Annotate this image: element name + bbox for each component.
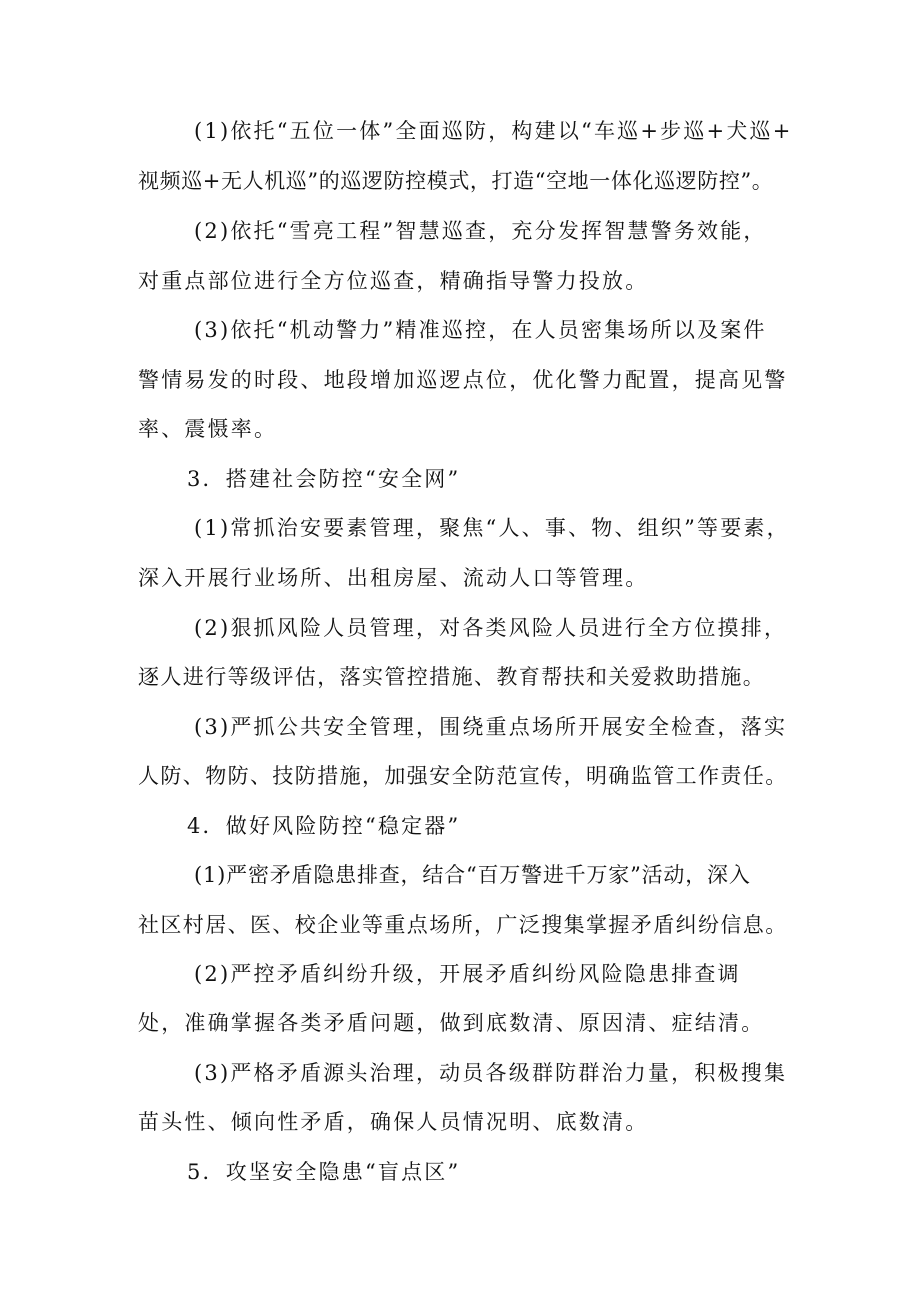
paragraph-line: 苗头性、倾向性矛盾，确保人员情况明、底数清。 [138,1110,649,1134]
section-heading: 5．攻坚安全隐患“盲点区” [187,1160,461,1184]
paragraph-line: (2)狠抓风险人员管理，对各类风险人员进行全方位摸排， [194,616,788,640]
paragraph-line: (1)常抓治安要素管理，聚焦“人、事、物、组织”等要素， [194,516,790,540]
section-heading: 4．做好风险防控“稳定器” [187,814,461,838]
paragraph-line: 对重点部位进行全方位巡查，精确指导警力投放。 [138,269,649,293]
paragraph-line: 逐人进行等级评估，落实管控措施、教育帮扶和关爱救助措施。 [138,665,766,689]
paragraph-line: 人防、物防、技防措施，加强安全防范宣传，明确监管工作责任。 [138,764,788,788]
paragraph-line: (3)严抓公共安全管理，围绕重点场所开展安全检查，落实 [194,715,788,739]
paragraph-line: 社区村居、医、校企业等重点场所，广泛搜集掌握矛盾纠纷信息。 [138,913,788,937]
paragraph-line: (3)严格矛盾源头治理，动员各级群防群治力量，积极搜集 [194,1061,788,1085]
paragraph-line: 处，准确掌握各类矛盾问题，做到底数清、原因清、症结清。 [138,1011,765,1035]
section-heading: 3．搭建社会防控“安全网” [187,467,461,491]
paragraph-line: (3)依托“机动警力”精准巡控，在人员密集场所以及案件 [194,318,767,342]
paragraph-line: 深入开展行业场所、出租房屋、流动人口等管理。 [138,566,649,590]
paragraph-line: 率、震慑率。 [138,417,278,441]
paragraph-line: 警情易发的时段、地段增加巡逻点位，优化警力配置，提高见警 [138,368,788,392]
paragraph-line: 视频巡+无人机巡”的巡逻防控模式，打造“空地一体化巡逻防控”。 [138,169,774,193]
paragraph-line: (2)依托“雪亮工程”智慧巡查，充分发挥智慧警务效能， [194,219,767,243]
paragraph-line: (2)严控矛盾纠纷升级，开展矛盾纠纷风险隐患排查调 [194,962,741,986]
paragraph-line: (1)严密矛盾隐患排查，结合“百万警进千万家”活动，深入 [194,863,751,887]
paragraph-line: (1)依托“五位一体”全面巡防，构建以“车巡+步巡+犬巡+ [194,119,793,143]
